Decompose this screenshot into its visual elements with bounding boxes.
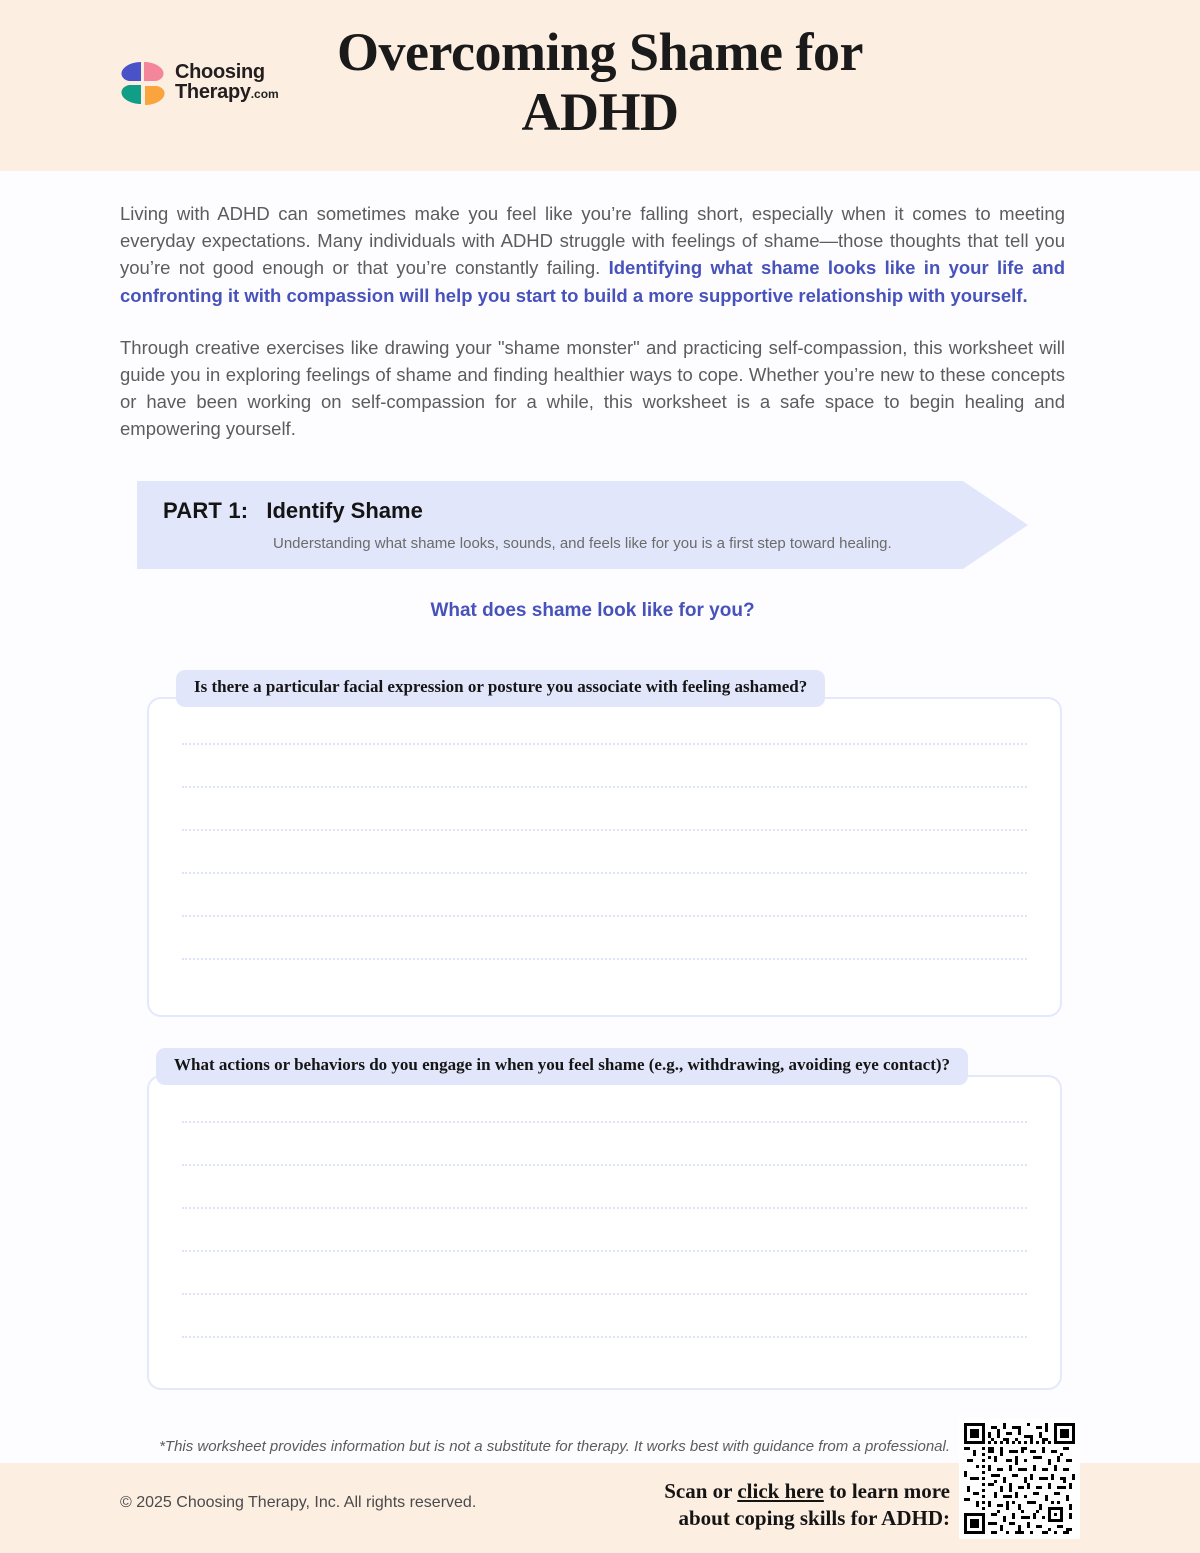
intro-highlight: Identifying what shame looks like in your life and confronting it with compassion will help you start to build a more supportive relationship with yourself. (120, 257, 1065, 306)
intro-paragraph-2: Through creative exercises like drawing your "shame monster" and practicing self-compassion, this worksheet will guide you in exploring feelings of shame and finding healthier ways to cope. Whether you’re new to these concepts or have been working on self-compassion for a while, this worksheet is a safe space to begin healing and empowering yourself. (120, 336, 1065, 440)
writing-line (182, 1207, 1027, 1209)
intro-paragraph-1 (120, 200, 1065, 309)
writing-line (182, 872, 1027, 874)
writing-line (182, 915, 1027, 917)
part-title: Identify Shame (266, 498, 423, 523)
scan-cta-suffix: to learn more (823, 1479, 950, 1503)
click-here-link[interactable]: click here (737, 1479, 824, 1503)
logo-dotcom: .com (250, 87, 279, 101)
scan-cta[interactable] (600, 1478, 950, 1532)
part-banner-arrow-shape (137, 481, 1028, 569)
logo-line-1: Choosing (175, 61, 265, 84)
part-number-label: PART 1: (163, 498, 249, 523)
answer-lines-1 (182, 743, 1027, 960)
writing-line (182, 1293, 1027, 1295)
page-title: Overcoming Shame for ADHD (337, 22, 863, 143)
writing-line (182, 1121, 1027, 1123)
answer-box-2[interactable] (147, 1075, 1062, 1390)
choosing-therapy-flower-icon (118, 59, 168, 107)
brand-logo[interactable] (118, 59, 279, 107)
question-label-1: Is there a particular facial expression or posture you associate with feeling ashamed? (176, 670, 825, 707)
section-prompt: What does shame look like for you? (430, 600, 755, 621)
writing-line (182, 829, 1027, 831)
answer-lines-2 (182, 1121, 1027, 1338)
scan-cta-line-2: about coping skills for ADHD: (678, 1505, 950, 1530)
writing-line (182, 743, 1027, 745)
logo-line-2: Therapy.com (175, 81, 279, 103)
part-banner-heading (163, 498, 423, 524)
disclaimer-text: *This worksheet provides information but is not a substitute for therapy. It works best with guidance from a professional. (159, 1438, 950, 1455)
writing-line (182, 1250, 1027, 1252)
question-block-2 (147, 1055, 1062, 1390)
qr-code-icon (964, 1423, 1075, 1534)
scan-cta-prefix: Scan or (664, 1479, 738, 1503)
writing-line (182, 1164, 1027, 1166)
part-1-banner (137, 481, 1028, 569)
writing-line (182, 1336, 1027, 1338)
brand-logo-text (175, 63, 279, 102)
question-block-1 (147, 677, 1062, 1017)
intro-content (120, 200, 1065, 443)
part-subtitle: Understanding what shame looks, sounds, and feels like for you is a first step toward healing. (273, 535, 892, 552)
copyright-text: © 2025 Choosing Therapy, Inc. All rights reserved. (120, 1494, 477, 1511)
writing-line (182, 958, 1027, 960)
answer-box-1[interactable] (147, 697, 1062, 1017)
writing-line (182, 786, 1027, 788)
qr-code[interactable] (959, 1418, 1080, 1539)
question-label-2: What actions or behaviors do you engage in when you feel shame (e.g., withdrawing, avoiding eye contact)? (156, 1048, 968, 1085)
intro-paragraph-1-text: Living with ADHD can sometimes make you feel like you’re falling short, especially when it comes to meeting everyday expectations. Many individuals with ADHD struggle with feelings of shame—those thoughts that tell you you’re not good enough or that you’re constantly failing. (120, 203, 1065, 279)
